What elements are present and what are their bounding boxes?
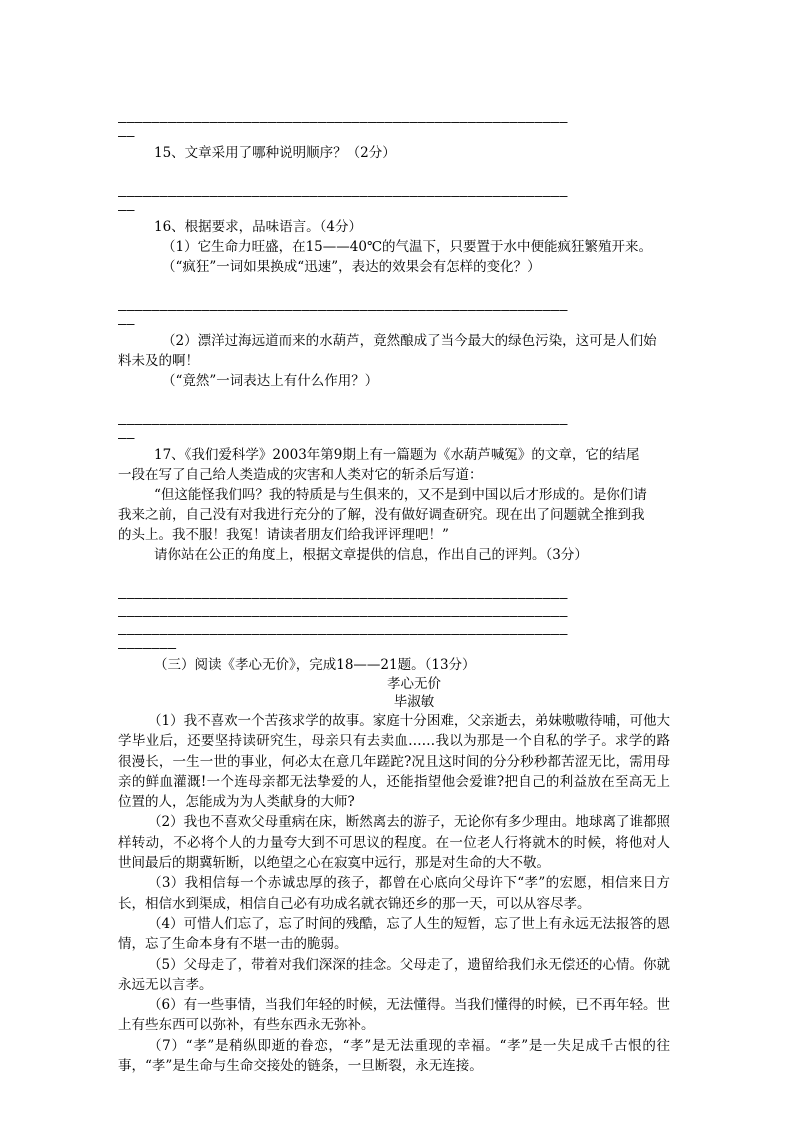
question-17-quote-cont: 的头上。我不服！我冤！请读者朋友们给我评评理吧！” [118, 527, 449, 543]
question-17-quote: “但这能怪我们吗？我的特质是与生俱来的，又不是到中国以后才形成的。是你们请 [154, 487, 647, 503]
question-16-item2-text-cont: 料未及的啊！ [118, 353, 199, 369]
article-paragraph: （3）我相信每一个赤诚忠厚的孩子，都曾在心底向父母许下“孝”的宏愿，相信来日方长，相信水到渠成，相信自己必有功成名就衣锦还乡的那一天，可以从容尽孝。 [118, 875, 670, 912]
question-17-quote-cont: 我来之前，自己没有对我进行充分的了解，没有做好调查研究。现在出了问题就全推到我 [118, 507, 645, 523]
question-15: 15、文章采用了哪种说明顺序？（2分） [154, 145, 396, 161]
answer-line-end: ——————— [118, 641, 177, 655]
answer-line-end: —— [118, 203, 135, 217]
exam-page [118, 115, 670, 1076]
article-body [118, 711, 670, 1076]
article-paragraph: （5）父母走了，带着对我们深深的挂念。父母走了，遗留给我们永无偿还的心情。你就永远无以言孝。 [118, 956, 670, 993]
article-paragraph: （4）可惜人们忘了，忘了时间的残酷，忘了人生的短暂，忘了世上有永远无法报答的恩情，忘了生命本身有不堪一击的脆弱。 [118, 915, 670, 953]
question-17-instruction: 请你站在公正的角度上，根据文章提供的信息，作出自己的评判。（3分） [154, 547, 588, 563]
section-3-heading: （三）阅读《孝心无价》，完成18——21题。（13分） [154, 657, 476, 673]
article-title: 孝心无价 [387, 676, 441, 692]
question-16-item2-question: （“竟然”一词表达上有什么作用？） [162, 373, 379, 389]
answer-line: —————————————————————————————————————————————————————— [118, 417, 568, 431]
question-16-item1-question: （“疯狂”一词如果换成“迅速”，表达的效果会有怎样的变化？） [162, 259, 541, 275]
answer-line-end: —— [118, 317, 135, 331]
article-paragraph: （6）有一些事情，当我们年轻的时候，无法懂得。当我们懂得的时候，已不再年轻。世上有些东西可以弥补，有些东西永无弥补。 [118, 997, 670, 1034]
article-paragraph: （1）我不喜欢一个苦孩求学的故事。家庭十分困难，父亲逝去，弟妹嗷嗷待哺，可他大学毕业后，还要坚持读研究生，母亲只有去卖血……我以为那是一个自私的学子。求学的路很漫长，一生一世的事业，何必太在意几年蹉跎?况且这时间的分分秒秒都苦涩无比，需用母亲的鲜血灌溉!一个连母亲都无法挚爱的人，还能指望他会爱谁?把自己的利益放在至高无上位置的人，怎能成为为人类献身的大师? [118, 713, 670, 811]
answer-line: —————————————————————————————————————————————————————— [118, 591, 568, 605]
answer-line: —————————————————————————————————————————————————————— [118, 189, 568, 203]
question-17-line2: 一段在写了自己给人类造成的灾害和人类对它的斩杀后写道： [118, 467, 483, 483]
article-paragraph: （2）我也不喜欢父母重病在床，断然离去的游子，无论你有多少理由。地球离了谁都照样转动，不必将个人的力量夸大到不可思议的程度。在一位老人行将就木的时候，将他对人世间最后的期冀斩断，以绝望之心在寂寞中远行，那是对生命的大不敬。 [118, 814, 670, 872]
question-16-item2-text: （2）漂洋过海远道而来的水葫芦，竟然酿成了当今最大的绿色污染，这可是人们始 [162, 333, 657, 349]
article-author: 毕淑敏 [393, 694, 435, 710]
answer-line-end: —— [118, 129, 135, 143]
answer-line-end: —— [118, 431, 135, 445]
question-16-title: 16、根据要求，品味语言。（4分） [154, 219, 363, 235]
article-paragraph: （7）“孝”是稍纵即逝的眷恋，“孝”是无法重现的幸福。“孝”是一失足成千古恨的往事，“孝”是生命与生命交接处的链条，一旦断裂，永无连接。 [118, 1037, 670, 1075]
answer-line: —————————————————————————————————————————————————————— [118, 627, 568, 641]
question-16-item1-text: （1）它生命力旺盛，在15——40℃的气温下，只要置于水中便能疯狂繁殖开来。 [162, 239, 653, 255]
answer-line: —————————————————————————————————————————————————————— [118, 303, 568, 317]
answer-line: —————————————————————————————————————————————————————— [118, 115, 568, 129]
answer-line: —————————————————————————————————————————————————————— [118, 609, 568, 623]
question-17-line1: 17、《我们爱科学》2003年第9期上有一篇题为《水葫芦喊冤》的文章，它的结尾 [154, 447, 640, 463]
